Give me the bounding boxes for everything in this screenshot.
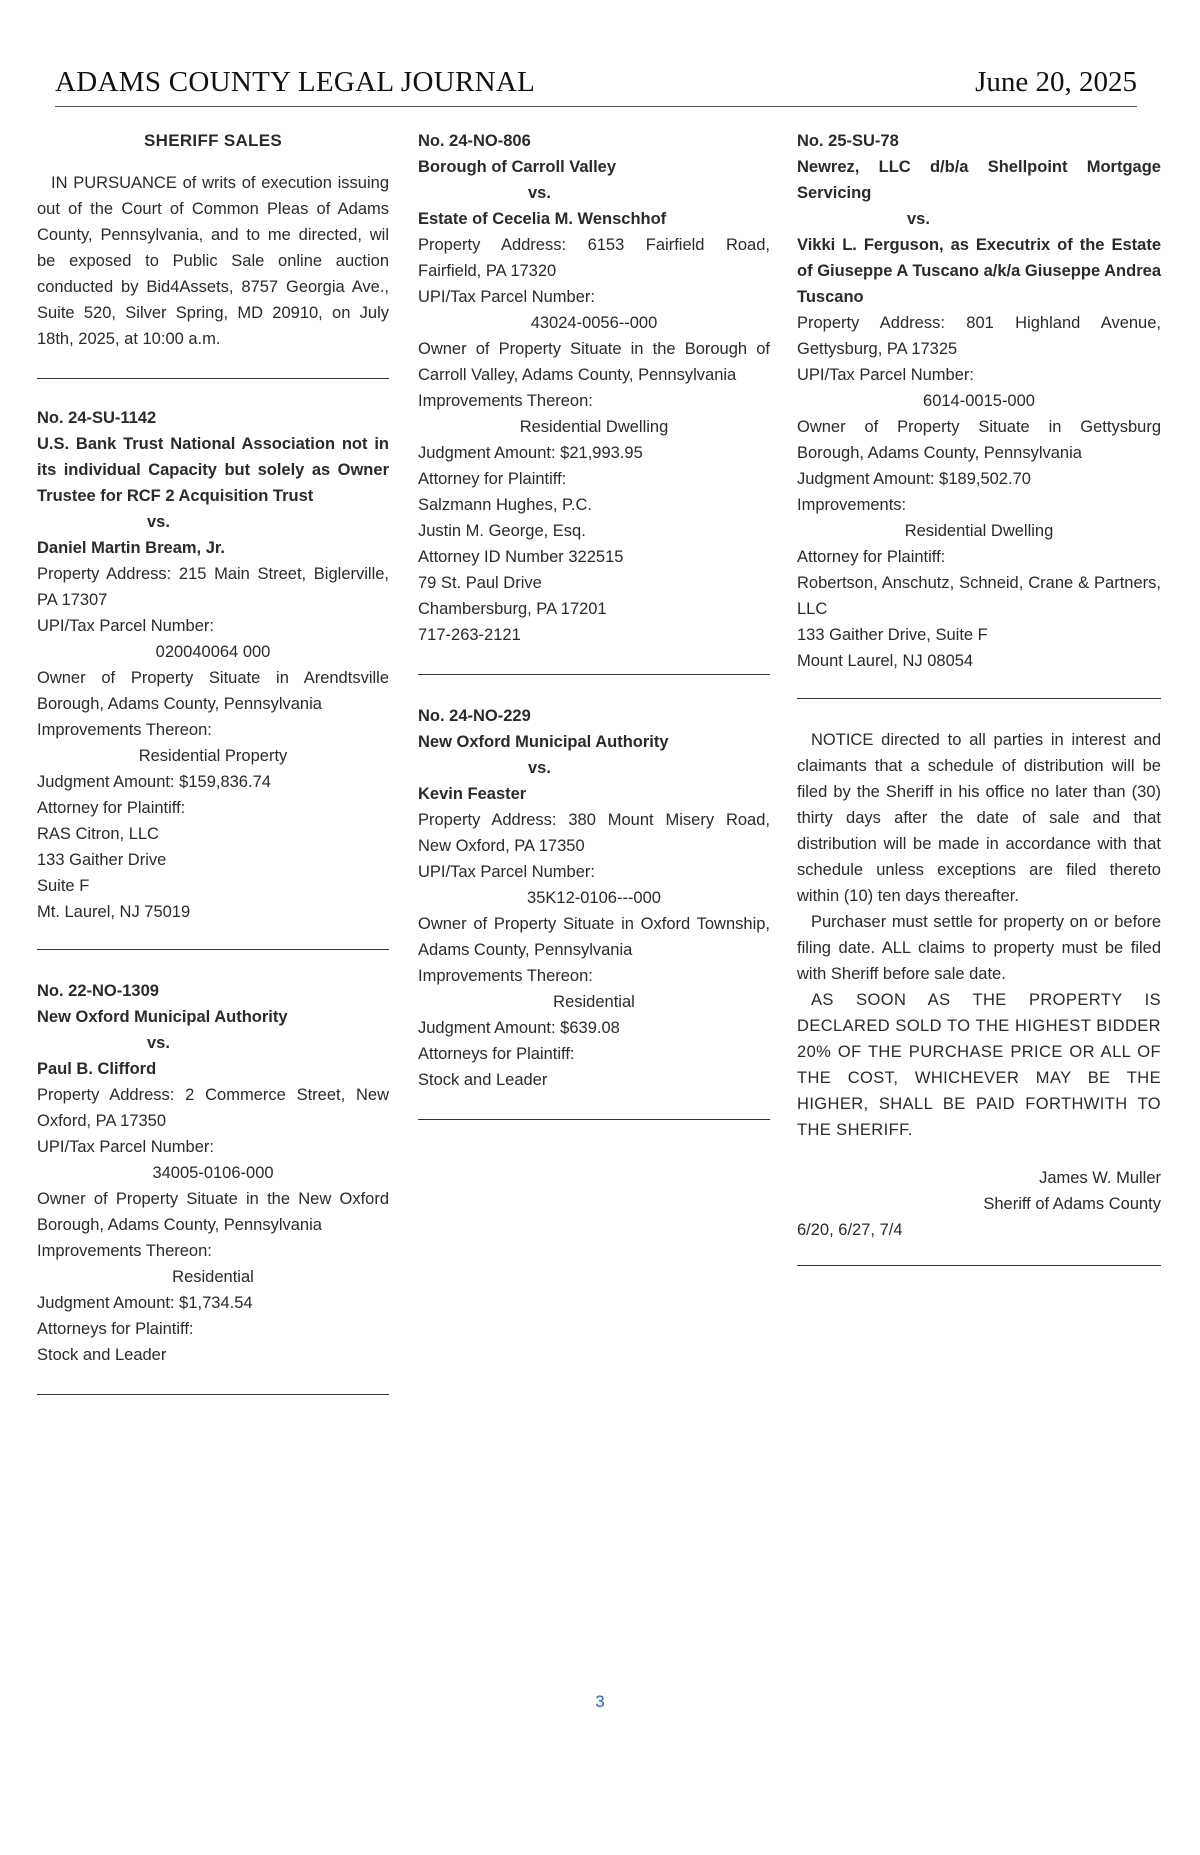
versus: vs. <box>147 513 170 531</box>
journal-date: June 20, 2025 <box>975 66 1137 98</box>
case-plaintiff: U.S. Bank Trust National Association not in its individual Capacity but solely as Owner Trustee for RCF 2 Acquisition Trust <box>37 435 389 505</box>
column-3 <box>797 128 1161 1266</box>
judgment-amount: Judgment Amount: $21,993.95 <box>418 444 643 462</box>
upi-number: 6014-0015-000 <box>923 392 1035 410</box>
case-plaintiff: Borough of Carroll Valley <box>418 158 617 176</box>
attorney-line: 717-263-2121 <box>418 626 521 644</box>
page-header <box>55 66 1137 107</box>
section-heading: SHERIFF SALES <box>143 131 283 150</box>
improvements-label: Improvements Thereon: <box>37 1242 212 1260</box>
versus: vs. <box>147 1034 170 1052</box>
owner-situate: Owner of Property Situate in the New Oxford Borough, Adams County, Pennsylvania <box>37 1190 389 1234</box>
improvements-value: Residential Dwelling <box>519 418 669 436</box>
upi-label: UPI/Tax Parcel Number: <box>797 366 974 384</box>
property-address: Property Address: 2 Commerce Street, New Oxford, PA 17350 <box>37 1086 389 1130</box>
upi-label: UPI/Tax Parcel Number: <box>37 1138 214 1156</box>
attorney-line: RAS Citron, LLC <box>37 825 159 843</box>
improvements-label: Improvements Thereon: <box>418 392 593 410</box>
divider <box>37 378 389 379</box>
improvements-label: Improvements Thereon: <box>37 721 212 739</box>
notice-paragraph: Purchaser must settle for property on or before filing date. ALL claims to property must be filed with Sheriff before sale date. <box>797 913 1161 983</box>
signer-name: James W. Muller <box>1039 1169 1161 1187</box>
case-number: No. 24-SU-1142 <box>37 409 157 427</box>
case-plaintiff: New Oxford Municipal Authority <box>418 733 669 751</box>
judgment-amount: Judgment Amount: $159,836.74 <box>37 773 271 791</box>
judgment-amount: Judgment Amount: $1,734.54 <box>37 1294 253 1312</box>
owner-situate: Owner of Property Situate in Arendtsville Borough, Adams County, Pennsylvania <box>37 669 389 713</box>
case-plaintiff: New Oxford Municipal Authority <box>37 1008 288 1026</box>
notice-paragraph: NOTICE directed to all parties in interest and claimants that a schedule of distribution will be filed by the Sheriff in his office no later than (30) thirty days after the date of sale and that distribution will be made in accordance with that schedule unless exceptions are filed thereto within (10) ten days thereafter. <box>797 731 1161 905</box>
case-22-no-1309 <box>37 978 389 1368</box>
distribution-notice <box>797 727 1161 1243</box>
versus: vs. <box>528 184 551 202</box>
attorney-line: Salzmann Hughes, P.C. <box>418 496 592 514</box>
attorney-line: Mount Laurel, NJ 08054 <box>797 652 974 670</box>
attorney-line: Chambersburg, PA 17201 <box>418 600 607 618</box>
page-number: 3 <box>595 1692 605 1711</box>
case-number: No. 22-NO-1309 <box>37 982 159 1000</box>
property-address: Property Address: 215 Main Street, Biglerville, PA 17307 <box>37 565 389 609</box>
attorney-line: Attorney ID Number 322515 <box>418 548 624 566</box>
attorney-label: Attorney for Plaintiff: <box>797 548 946 566</box>
upi-number: 020040064 000 <box>155 643 271 661</box>
column-2 <box>418 128 770 1120</box>
case-number: No. 25-SU-78 <box>797 132 899 150</box>
case-plaintiff: Newrez, LLC d/b/a Shellpoint Mortgage Servicing <box>797 158 1161 202</box>
property-address: Property Address: 6153 Fairfield Road, Fairfield, PA 17320 <box>418 236 770 280</box>
attorney-line: Robertson, Anschutz, Schneid, Crane & Partners, LLC <box>797 574 1161 618</box>
column-1 <box>37 128 389 1395</box>
signer-title: Sheriff of Adams County <box>983 1195 1161 1213</box>
journal-title: ADAMS COUNTY LEGAL JOURNAL <box>55 66 536 98</box>
case-defendant: Daniel Martin Bream, Jr. <box>37 539 225 557</box>
divider <box>37 949 389 950</box>
upi-number: 34005-0106-000 <box>152 1164 274 1182</box>
attorney-line: 133 Gaither Drive <box>37 851 167 869</box>
sheriff-sales-intro <box>37 128 389 352</box>
divider <box>418 674 770 675</box>
attorney-line: 133 Gaither Drive, Suite F <box>797 626 988 644</box>
versus: vs. <box>907 210 930 228</box>
case-number: No. 24-NO-806 <box>418 132 531 150</box>
case-24-su-1142 <box>37 405 389 925</box>
run-dates: 6/20, 6/27, 7/4 <box>797 1221 903 1239</box>
upi-label: UPI/Tax Parcel Number: <box>418 288 595 306</box>
attorney-label: Attorneys for Plaintiff: <box>37 1320 194 1338</box>
improvements-value: Residential <box>172 1268 254 1286</box>
attorney-label: Attorney for Plaintiff: <box>37 799 186 817</box>
intro-text: IN PURSUANCE of writs of execution issuing out of the Court of Common Pleas of Adams County, Pennsylvania, and to me directed, wil be exposed to Public Sale online auction conducted by Bid4Assets, 8757 Georgia Ave., Suite 520, Silver Spring, MD 20910, on July 18th, 2025, at 10:00 a.m. <box>37 174 389 348</box>
versus: vs. <box>528 759 551 777</box>
upi-label: UPI/Tax Parcel Number: <box>418 863 595 881</box>
property-address: Property Address: 801 Highland Avenue, Gettysburg, PA 17325 <box>797 314 1161 358</box>
case-defendant: Estate of Cecelia M. Wenschhof <box>418 210 667 228</box>
case-defendant: Vikki L. Ferguson, as Executrix of the Estate of Giuseppe A Tuscano a/k/a Giuseppe Andrea Tuscano <box>797 236 1161 306</box>
divider <box>797 698 1161 699</box>
upi-number: 35K12-0106---000 <box>527 889 661 907</box>
owner-situate: Owner of Property Situate in Oxford Township, Adams County, Pennsylvania <box>418 915 770 959</box>
attorney-line: Justin M. George, Esq. <box>418 522 586 540</box>
case-number: No. 24-NO-229 <box>418 707 531 725</box>
upi-label: UPI/Tax Parcel Number: <box>37 617 214 635</box>
divider <box>418 1119 770 1120</box>
case-25-su-78 <box>797 128 1161 674</box>
improvements-value: Residential Dwelling <box>904 522 1054 540</box>
improvements-value: Residential Property <box>138 747 288 765</box>
attorney-label: Attorney for Plaintiff: <box>418 470 567 488</box>
upi-number: 43024-0056--000 <box>530 314 658 332</box>
property-address: Property Address: 380 Mount Misery Road, New Oxford, PA 17350 <box>418 811 770 855</box>
case-24-no-806 <box>418 128 770 648</box>
divider <box>797 1265 1161 1266</box>
attorney-label: Attorneys for Plaintiff: <box>418 1045 575 1063</box>
attorney-line: 79 St. Paul Drive <box>418 574 542 592</box>
attorney-line: Suite F <box>37 877 90 895</box>
attorney-line: Stock and Leader <box>37 1346 167 1364</box>
improvements-label: Improvements Thereon: <box>418 967 593 985</box>
owner-situate: Owner of Property Situate in Gettysburg Borough, Adams County, Pennsylvania <box>797 418 1161 462</box>
notice-paragraph: AS SOON AS THE PROPERTY IS DECLARED SOLD TO THE HIGHEST BIDDER 20% OF THE PURCHASE PRICE OR ALL OF THE COST, WHICHEVER MAY BE THE HIGHER, SHALL BE PAID FORTHWITH TO THE SHERIFF. <box>797 991 1161 1139</box>
judgment-amount: Judgment Amount: $189,502.70 <box>797 470 1031 488</box>
attorney-line: Mt. Laurel, NJ 75019 <box>37 903 191 921</box>
divider <box>37 1394 389 1395</box>
judgment-amount: Judgment Amount: $639.08 <box>418 1019 620 1037</box>
owner-situate: Owner of Property Situate in the Borough of Carroll Valley, Adams County, Pennsylvania <box>418 340 770 384</box>
attorney-line: Stock and Leader <box>418 1071 548 1089</box>
improvements-label: Improvements: <box>797 496 907 514</box>
case-24-no-229 <box>418 703 770 1093</box>
case-defendant: Kevin Feaster <box>418 785 527 803</box>
case-defendant: Paul B. Clifford <box>37 1060 157 1078</box>
improvements-value: Residential <box>553 993 635 1011</box>
